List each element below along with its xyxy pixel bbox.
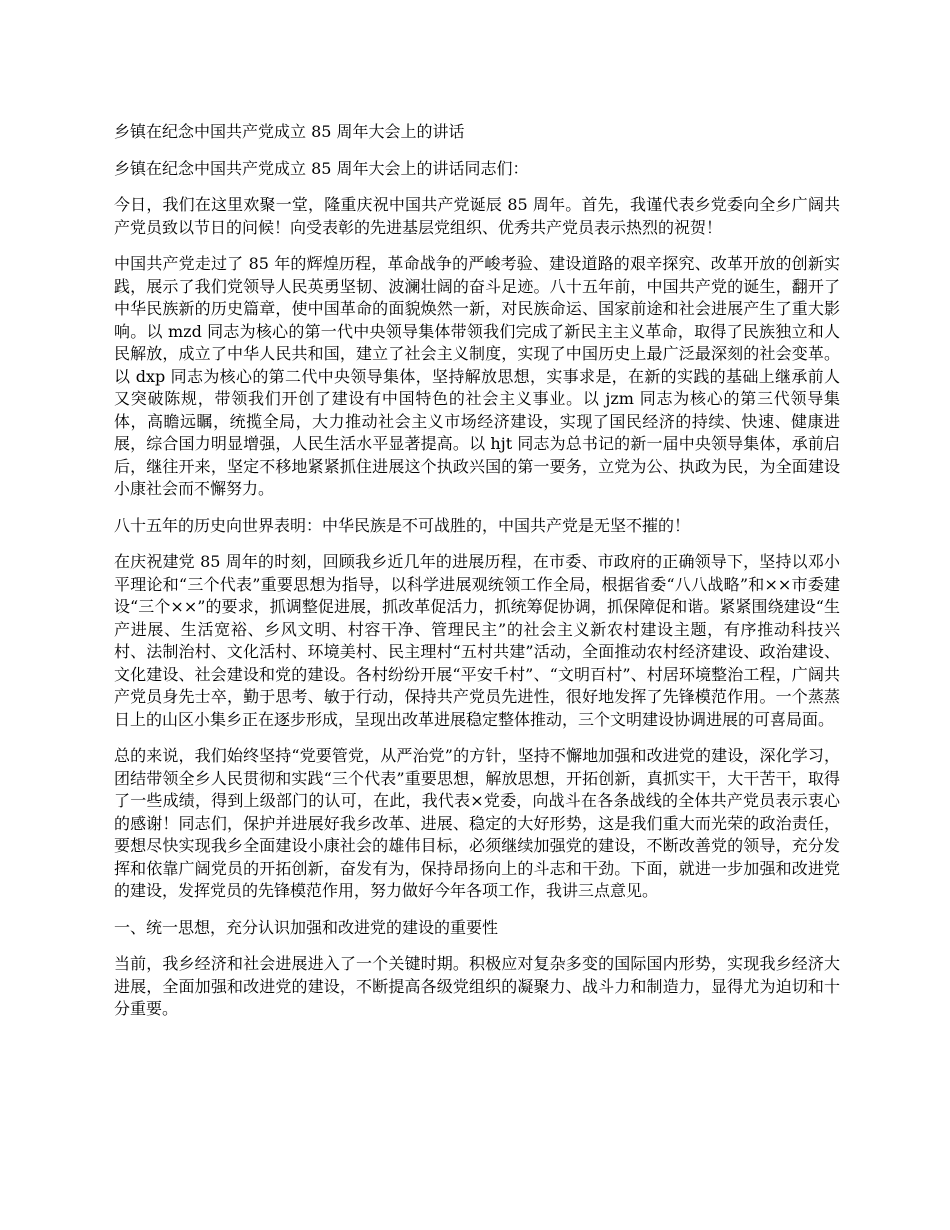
document-subtitle: 乡镇在纪念中国共产党成立 85 周年大会上的讲话同志们： bbox=[114, 158, 529, 178]
paragraph-greeting: 今日，我们在这里欢聚一堂，隆重庆祝中国共产党诞辰 85 周年。首先，我谨代表乡党委向全乡广阔共产党员致以节日的问候！向受表彰的先进基层党组织、优秀共产党员表示热烈的祝贺！ bbox=[114, 195, 840, 237]
paragraph-statement: 八十五年的历史向世界表明：中华民族是不可战胜的，中国共产党是无坚不摧的！ bbox=[114, 515, 691, 535]
paragraph-summary: 总的来说，我们始终坚持“党要管党，从严治党”的方针，坚持不懈地加强和改进党的建设，深化学习，团结带领全乡人民贯彻和实践“三个代表”重要思想，解放思想，开拓创新，真抓实干，大干苦干，取得了一些成绩，得到上级部门的认可，在此，我代表×党委，向战斗在各条战线的全体共产党员表示衷心的感谢！同志们，保护并进展好我乡改革、进展、稳定的大好形势，这是我们重大而光荣的政治责任，要想尽快实现我乡全面建设小康社会的雄伟目标，必须继续加强党的建设，不断改善党的领导，充分发挥和依靠广阔党员的开拓创新，奋发有为，保持昂扬向上的斗志和干劲。下面，就进一步加强和改进党的建设，发挥党员的先锋模范作用，努力做好今年各项工作，我讲三点意见。 bbox=[114, 746, 840, 900]
paragraph-progress: 在庆祝建党 85 周年的时刻，回顾我乡近几年的进展历程，在市委、市政府的正确领导下，坚持以邓小平理论和“三个代表”重要思想为指导，以科学进展观统领工作全局，根据省委“八八战略”和××市委建设“三个××”的要求，抓调整促进展，抓改革促活力，抓统筹促协调，抓保障促和谐。紧紧围绕建设“生产进展、生活宽裕、乡风文明、村容干净、管理民主”的社会主义新农村建设主题，有序推动科技兴村、法制治村、文化活村、环境美村、民主理村“五村共建”活动，全面推动农村经济建设、政治建设、文化建设、社会建设和党的建设。各村纷纷开展“平安千村”、“文明百村”、村居环境整治工程，广阔共产党员身先士卒，勤于思考、敏于行动，保持共产党员先进性，很好地发挥了先锋模范作用。一个蒸蒸日上的山区小集乡正在逐步形成，呈现出改革进展稳定整体推动，三个文明建设协调进展的可喜局面。 bbox=[114, 552, 840, 729]
document-page bbox=[114, 121, 840, 1035]
section-heading-1: 一、统一思想，充分认识加强和改进党的建设的重要性 bbox=[114, 917, 499, 937]
document-title: 乡镇在纪念中国共产党成立 85 周年大会上的讲话 bbox=[114, 122, 465, 141]
paragraph-history: 中国共产党走过了 85 年的辉煌历程，革命战争的严峻考验、建设道路的艰辛探究、改革开放的创新实践，展示了我们党领导人民英勇坚韧、波澜壮阔的奋斗足迹。八十五年前，中国共产党的诞生，翻开了中华民族新的历史篇章，使中国革命的面貌焕然一新，对民族命运、国家前途和社会进展产生了重大影响。以 mzd 同志为核心的第一代中央领导集体带领我们完成了新民主主义革命，取得了民族独立和人民解放，成立了中华人民共和国，建立了社会主义制度，实现了中国历史上最广泛最深刻的社会变革。以 dxp 同志为核心的第二代中央领导集体，坚持解放思想，实事求是，在新的实践的基础上继承前人又突破陈规，带领我们开创了建设有中国特色的社会主义事业。以 jzm 同志为核心的第三代领导集体，高瞻远瞩，统揽全局，大力推动社会主义市场经济建设，实现了国民经济的持续、快速、健康进展，综合国力明显增强，人民生活水平显著提高。以 hjt 同志为总书记的新一届中央领导集体，承前启后，继往开来，坚定不移地紧紧抓住进展这个执政兴国的第一要务，立党为公、执政为民，为全面建设小康社会而不懈努力。 bbox=[114, 254, 840, 498]
paragraph-current: 当前，我乡经济和社会进展进入了一个关键时期。积极应对复杂多变的国际国内形势，实现我乡经济大进展，全面加强和改进党的建设，不断提高各级党组织的凝聚力、战斗力和制造力，显得尤为迫切和十分重要。 bbox=[114, 954, 840, 1018]
